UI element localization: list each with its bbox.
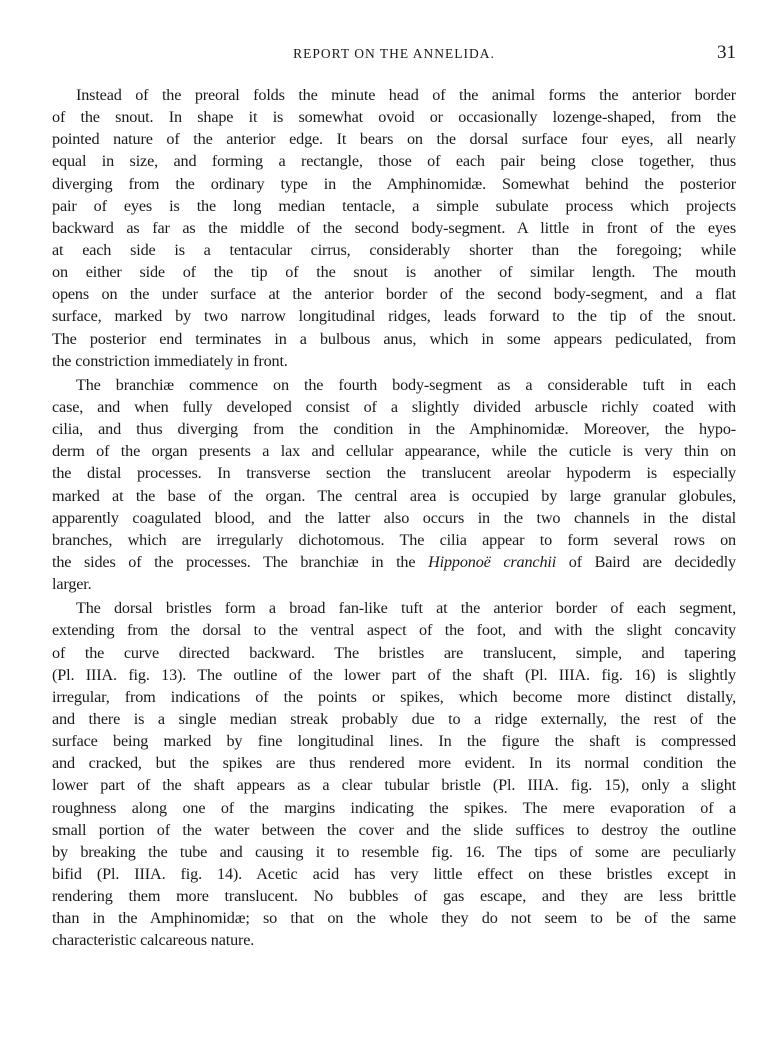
paragraph-branchiae	[52, 374, 736, 595]
text-line: at each side is a tentacular cirrus, considerably shorter than the foregoing; while	[52, 240, 736, 259]
text-line: case, and when fully developed consist of a slightly divided arbuscle richly coated with	[52, 397, 736, 416]
text-line: The posterior end terminates in a bulbous anus, which in some appears pediculated, from	[52, 329, 736, 348]
text-line: diverging from the ordinary type in the Amphinomidæ. Somewhat behind the posterior	[52, 174, 736, 193]
paragraph-dorsal-bristles	[52, 597, 736, 951]
text-line: branches, which are irregularly dichotomous. The cilia appear to form several rows on	[52, 530, 736, 549]
body-text	[52, 84, 736, 951]
text-run: the sides of the processes. The branchiæ in the	[52, 552, 429, 571]
text-line: larger.	[52, 575, 92, 594]
text-line: and cracked, but the spikes are thus rendered more evident. In its normal condition the	[52, 754, 736, 773]
text-line: than in the Amphinomidæ; so that on the whole they do not seem to be of the same	[52, 909, 736, 928]
text-line: (Pl. IIIA. fig. 13). The outline of the lower part of the shaft (Pl. IIIA. fig. 16) is slightly	[52, 665, 736, 684]
page-number: 31	[717, 42, 736, 63]
text-line: surface, marked by two narrow longitudinal ridges, leads forward to the tip of the snout.	[52, 307, 736, 326]
text-line: derm of the organ presents a lax and cellular appearance, while the cuticle is very thin on	[52, 442, 736, 461]
text-line: by breaking the tube and causing it to resemble fig. 16. The tips of some are peculiarly	[52, 842, 736, 861]
running-head	[52, 42, 736, 64]
text-line: small portion of the water between the cover and the slide suffices to destroy the outline	[52, 820, 736, 839]
text-line: rendering them more translucent. No bubbles of gas escape, and they are less brittle	[52, 887, 736, 906]
text-line-with-italic	[52, 551, 736, 573]
paragraph-head-description	[52, 84, 736, 372]
text-run: of Baird are decidedly	[556, 552, 736, 571]
text-line: of the snout. In shape it is somewhat ovoid or occasionally lozenge-shaped, from the	[52, 108, 736, 127]
text-line: pointed nature of the anterior edge. It bears on the dorsal surface four eyes, all nearly	[52, 130, 736, 149]
text-line: opens on the under surface at the anterior border of the second body-segment, and a flat	[52, 285, 736, 304]
text-line: surface being marked by fine longitudinal lines. In the figure the shaft is compressed	[52, 732, 736, 751]
text-line: equal in size, and forming a rectangle, those of each pair being close together, thus	[52, 152, 736, 171]
text-line: the distal processes. In transverse section the translucent areolar hypoderm is especially	[52, 464, 736, 483]
text-line: of the curve directed backward. The bristles are translucent, simple, and tapering	[52, 643, 736, 662]
text-line: The dorsal bristles form a broad fan-like tuft at the anterior border of each segment,	[76, 599, 736, 618]
text-line: on either side of the tip of the snout is another of similar length. The mouth	[52, 263, 736, 282]
text-line: the constriction immediately in front.	[52, 351, 288, 370]
text-line: marked at the base of the organ. The central area is occupied by large granular globules,	[52, 486, 736, 505]
text-line: pair of eyes is the long median tentacle, a simple subulate process which projects	[52, 196, 736, 215]
text-line: roughness along one of the margins indicating the spikes. The mere evaporation of a	[52, 798, 736, 817]
text-line: and there is a single median streak probably due to a ridge externally, the rest of the	[52, 709, 736, 728]
text-line: extending from the dorsal to the ventral aspect of the foot, and with the slight concavity	[52, 621, 736, 640]
text-line: backward as far as the middle of the second body-segment. A little in front of the eyes	[52, 218, 736, 237]
text-line: Instead of the preoral folds the minute head of the animal forms the anterior border	[76, 86, 736, 104]
text-line: cilia, and thus diverging from the condition in the Amphinomidæ. Moreover, the hypo-	[52, 420, 736, 439]
species-name: Hipponoë cranchii	[428, 552, 557, 571]
text-line: apparently coagulated blood, and the latter also occurs in the two channels in the distal	[52, 508, 736, 527]
text-line: bifid (Pl. IIIA. fig. 14). Acetic acid has very little effect on these bristles except in	[52, 864, 736, 883]
text-line: characteristic calcareous nature.	[52, 931, 255, 950]
running-title: REPORT ON THE ANNELIDA.	[293, 46, 495, 61]
text-line: irregular, from indications of the points or spikes, which become more distinct distally,	[52, 687, 736, 706]
text-line: The branchiæ commence on the fourth body-segment as a considerable tuft in each	[76, 375, 736, 394]
text-line: lower part of the shaft appears as a clear tubular bristle (Pl. IIIA. fig. 15), only a slight	[52, 776, 736, 795]
